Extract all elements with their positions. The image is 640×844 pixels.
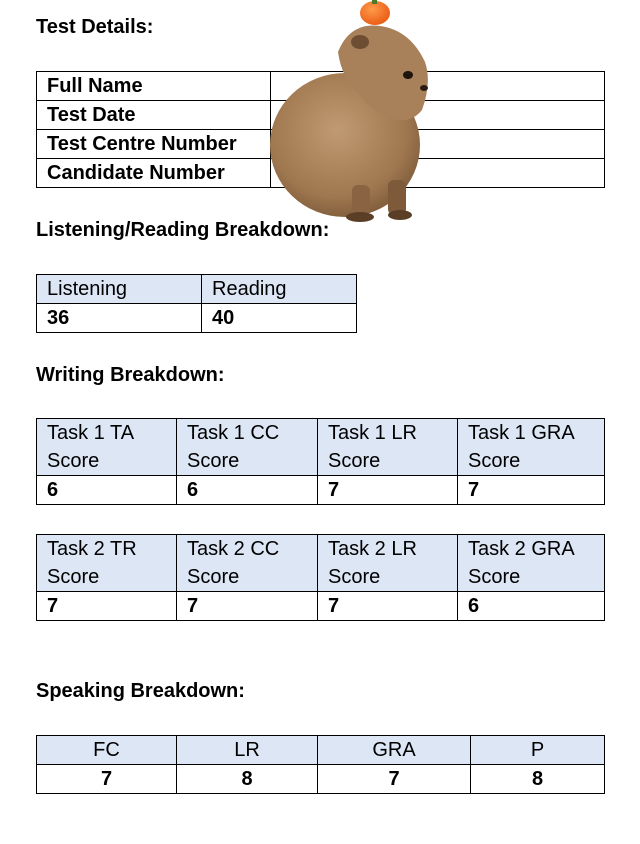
writing-task2-table <box>36 534 605 621</box>
gra-header: GRA <box>318 736 471 765</box>
task2-tr-score: 7 <box>37 592 177 621</box>
test-date-label: Test Date <box>37 101 271 130</box>
lr-header: LR <box>177 736 318 765</box>
table-row <box>37 765 605 794</box>
task1-cc-score: 6 <box>177 476 318 505</box>
capybara-leg <box>352 185 370 215</box>
task2-cc-score: 7 <box>177 592 318 621</box>
task1-lr-score: 7 <box>318 476 458 505</box>
capybara-ear <box>351 35 369 49</box>
table-row <box>37 592 605 621</box>
task1-cc-header: Task 1 CC Score <box>177 419 318 476</box>
full-name-label: Full Name <box>37 72 271 101</box>
candidate-number-label: Candidate Number <box>37 159 271 188</box>
orange-fruit <box>360 1 390 25</box>
table-row <box>37 736 605 765</box>
capybara-leg <box>388 180 406 215</box>
capybara-foot <box>388 210 412 220</box>
task2-cc-header: Task 2 CC Score <box>177 535 318 592</box>
listening-reading-table <box>36 274 357 333</box>
task2-tr-header: Task 2 TR Score <box>37 535 177 592</box>
orange-stem <box>372 0 377 4</box>
test-details-heading: Test Details: <box>36 16 154 38</box>
capybara-sticker-image <box>260 0 450 225</box>
fc-score: 7 <box>37 765 177 794</box>
table-row <box>37 419 605 476</box>
task1-gra-header: Task 1 GRA Score <box>458 419 605 476</box>
task2-gra-score: 6 <box>458 592 605 621</box>
task1-gra-score: 7 <box>458 476 605 505</box>
gra-score: 7 <box>318 765 471 794</box>
reading-score: 40 <box>202 304 357 333</box>
task2-lr-score: 7 <box>318 592 458 621</box>
task2-lr-header: Task 2 LR Score <box>318 535 458 592</box>
listening-score: 36 <box>37 304 202 333</box>
test-centre-number-label: Test Centre Number <box>37 130 271 159</box>
listening-header: Listening <box>37 275 202 304</box>
p-score: 8 <box>471 765 605 794</box>
table-row <box>37 476 605 505</box>
lr-score: 8 <box>177 765 318 794</box>
task2-gra-header: Task 2 GRA Score <box>458 535 605 592</box>
writing-task1-table <box>36 418 605 505</box>
table-row <box>37 304 357 333</box>
reading-header: Reading <box>202 275 357 304</box>
speaking-table <box>36 735 605 794</box>
speaking-heading: Speaking Breakdown: <box>36 680 245 702</box>
task1-ta-score: 6 <box>37 476 177 505</box>
writing-heading: Writing Breakdown: <box>36 364 225 386</box>
capybara-nose <box>420 85 428 91</box>
table-row <box>37 535 605 592</box>
fc-header: FC <box>37 736 177 765</box>
task1-lr-header: Task 1 LR Score <box>318 419 458 476</box>
task1-ta-header: Task 1 TA Score <box>37 419 177 476</box>
p-header: P <box>471 736 605 765</box>
table-row <box>37 275 357 304</box>
capybara-foot <box>346 212 374 222</box>
capybara-eye <box>403 71 413 79</box>
listening-reading-heading: Listening/Reading Breakdown: <box>36 219 330 241</box>
